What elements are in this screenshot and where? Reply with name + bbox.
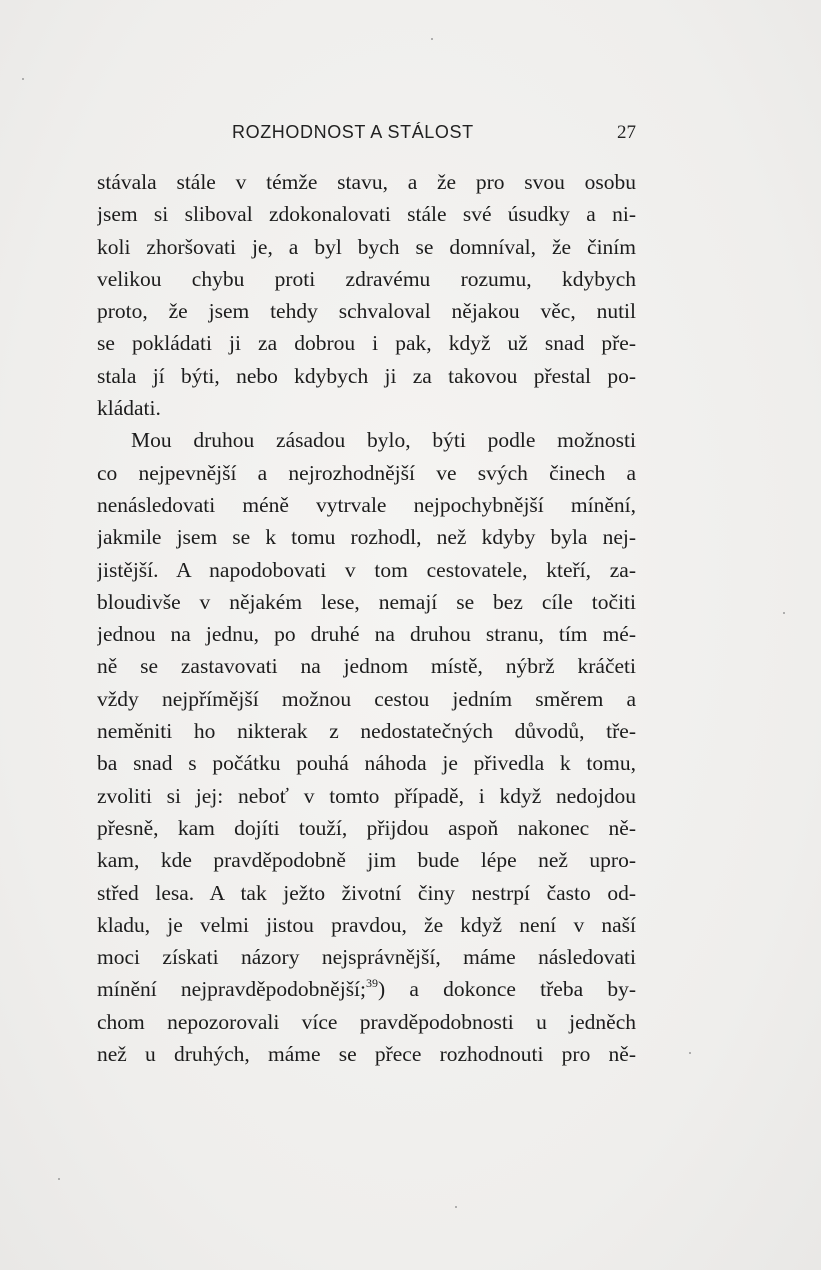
paper-speck (689, 1052, 691, 1054)
text-line: proto, že jsem tehdy schvaloval nějakou věc, nutil (97, 299, 636, 324)
text-line: jistější. A napodobovati v tom cestovatele, kteří, za- (97, 557, 636, 582)
running-head (97, 118, 636, 148)
paper-speck (431, 38, 433, 40)
text-line: neměniti ho nikterak z nedostatečných důvodů, tře- (97, 719, 636, 744)
text-line: kladu, je velmi jistou pravdou, že když není v naší (97, 912, 636, 937)
paper-speck (22, 78, 24, 80)
page-number: 27 (617, 122, 636, 143)
text-line: jakmile jsem se k tomu rozhodl, než kdyby byla nej- (97, 525, 636, 550)
text-line: jednou na jednu, po druhé na druhou stranu, tím mé- (97, 622, 636, 647)
paper-speck (455, 1206, 457, 1208)
text-line: nenásledovati méně vytrvale nejpochybnější mínění, (97, 492, 636, 517)
footnote-line (97, 973, 636, 1005)
text-line: koli zhoršovati je, a byl bych se domníval, že činím (97, 234, 636, 259)
text-line: přesně, kam dojíti touží, přijdou aspoň nakonec ně- (97, 815, 636, 840)
footnote-line-start: mínění nejpravděpodobnější; (97, 977, 367, 1002)
footnote-reference[interactable]: 39 (366, 976, 379, 991)
text-line: kam, kde pravděpodobně jim bude lépe než upro- (97, 848, 636, 873)
text-line: ba snad s počátku pouhá náhoda je přivedla k tomu, (97, 751, 636, 776)
text-line: jsem si sliboval zdokonalovati stále své úsudky a ni- (97, 202, 636, 227)
paper-speck (783, 612, 785, 614)
text-line: bloudivše v nějakém lese, nemají se bez cíle točiti (97, 589, 636, 614)
text-line: se pokládati ji za dobrou i pak, když už snad pře- (97, 331, 636, 356)
text-line: vždy nejpřímější možnou cestou jedním směrem a (97, 686, 636, 711)
text-line: kládati. (97, 396, 161, 421)
text-line: střed lesa. A tak ježto životní činy nestrpí často od- (97, 880, 636, 905)
text-line: chom nepozorovali více pravděpodobnosti u jedněch (97, 1009, 636, 1034)
text-line: velikou chybu proti zdravému rozumu, kdybych (97, 266, 636, 291)
paper-speck (58, 1178, 60, 1180)
text-line: stala jí býti, nebo kdybych ji za takovou přestal po- (97, 363, 636, 388)
text-line: než u druhých, máme se přece rozhodnouti pro ně- (97, 1042, 636, 1067)
paragraph-first-line: Mou druhou zásadou bylo, býti podle možnosti (131, 428, 636, 453)
text-line: co nejpevnější a nejrozhodnější ve svých činech a (97, 460, 636, 485)
footnote-line-end: ) a dokonce třeba by- (378, 977, 636, 1002)
body-text (97, 166, 636, 1070)
text-line: ně se zastavovati na jednom místě, nýbrž kráčeti (97, 654, 636, 679)
text-line: stávala stále v témže stavu, a že pro svou osobu (97, 170, 636, 194)
text-line: moci získati názory nejsprávnější, máme následovati (97, 945, 636, 970)
chapter-title: ROZHODNOST A STÁLOST (232, 122, 474, 142)
text-line: zvoliti si jej: neboť v tomto případě, i když nedojdou (97, 783, 636, 808)
